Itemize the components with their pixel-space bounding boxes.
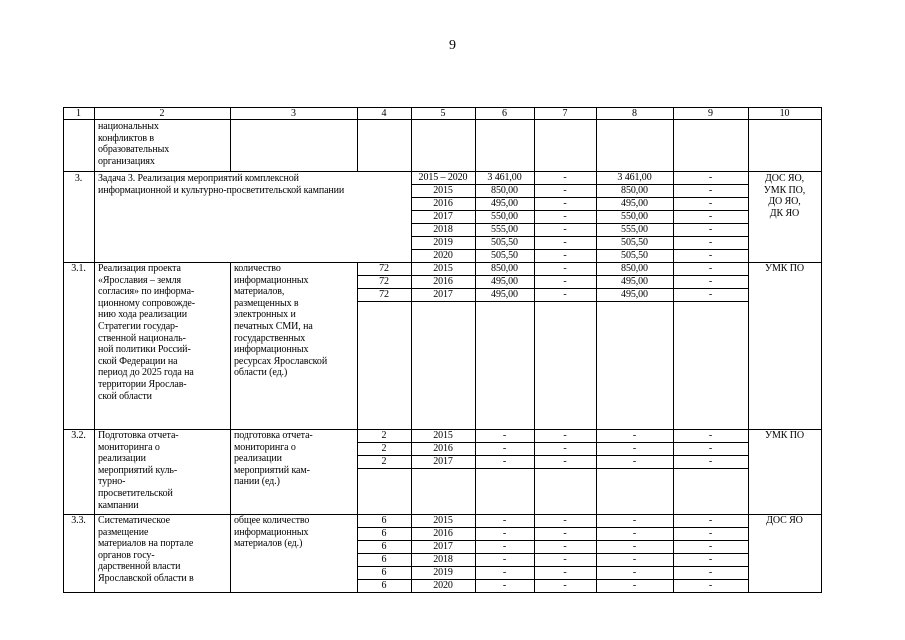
year-cell: 2018 <box>433 224 453 235</box>
year-cell: 2016 <box>433 276 453 287</box>
table-rule <box>411 119 412 171</box>
amount-federal: - <box>563 276 567 287</box>
amount-federal: - <box>563 198 567 209</box>
amount-total: 850,00 <box>491 263 518 274</box>
amount-regional: 3 461,00 <box>617 172 652 183</box>
amount-total: - <box>502 567 507 578</box>
amount-other: - <box>708 172 713 183</box>
executor: ДОС ЯО <box>766 515 803 526</box>
amount-other: - <box>708 443 713 454</box>
table-rule <box>673 119 674 171</box>
measure-name: Систематическое размещение материалов на портале органов госу- дарственной власти Ярославской области в <box>98 515 194 584</box>
task-title: Задача 3. Реализация мероприятий комплексной информационной и культурно-просветительской кампании <box>98 173 345 196</box>
amount-total: 495,00 <box>491 289 518 300</box>
column-number: 5 <box>440 108 446 119</box>
amount-federal: - <box>563 567 567 578</box>
amount-regional: - <box>632 515 637 526</box>
table-rule <box>821 107 822 593</box>
table-rule <box>94 119 95 171</box>
amount-regional: 505,50 <box>621 237 648 248</box>
indicator-value: 6 <box>381 580 387 591</box>
table-rule <box>94 514 95 592</box>
amount-federal: - <box>563 515 567 526</box>
executor: УМК ПО <box>765 263 804 274</box>
indicator-value: 6 <box>381 515 387 526</box>
table-rule <box>357 468 748 469</box>
table-rule <box>596 119 597 171</box>
year-cell: 2018 <box>433 554 453 565</box>
indicator-value: 6 <box>381 528 387 539</box>
amount-total: - <box>502 456 507 467</box>
indicator-value: 72 <box>379 263 389 274</box>
row-number: 3. <box>74 173 83 184</box>
amount-regional: - <box>632 430 637 441</box>
table-rule <box>357 119 358 171</box>
amount-total: 850,00 <box>491 185 518 196</box>
column-number: 6 <box>502 108 507 119</box>
amount-other: - <box>708 567 713 578</box>
indicator-value: 6 <box>381 567 387 578</box>
amount-federal: - <box>563 580 567 591</box>
amount-regional: - <box>632 567 637 578</box>
year-cell: 2015 <box>433 185 453 196</box>
year-cell: 2017 <box>433 289 453 300</box>
amount-federal: - <box>563 250 567 261</box>
amount-regional: - <box>632 580 637 591</box>
amount-other: - <box>708 185 713 196</box>
year-cell: 2020 <box>433 250 453 261</box>
column-number: 2 <box>159 108 165 119</box>
amount-regional: 505,50 <box>621 250 648 261</box>
amount-other: - <box>708 237 713 248</box>
amount-total: - <box>502 515 507 526</box>
year-cell: 2015 <box>433 430 453 441</box>
indicator-value: 2 <box>381 430 387 441</box>
table-rule <box>230 514 231 592</box>
amount-total: - <box>502 554 507 565</box>
indicator-value: 2 <box>381 456 387 467</box>
amount-other: - <box>708 263 713 274</box>
indicator-value: 2 <box>381 443 387 454</box>
amount-other: - <box>708 541 713 552</box>
table-rule <box>94 429 95 514</box>
table-rule <box>94 171 95 262</box>
amount-total: - <box>502 528 507 539</box>
amount-federal: - <box>563 528 567 539</box>
table-rule <box>357 301 748 302</box>
indicator-value: 6 <box>381 554 387 565</box>
amount-total: 3 461,00 <box>487 172 522 183</box>
measure-name: Реализация проекта «Ярославия – земля согласия» по информа- ционному сопровожде- нию хода реализации Стратегии государ- ственной националь- ной политики Россий- ской Федерации на период до 2025 года на территории Ярослав- ской области <box>98 263 196 402</box>
amount-total: - <box>502 443 507 454</box>
amount-federal: - <box>563 185 567 196</box>
year-cell: 2017 <box>433 541 453 552</box>
table-rule <box>534 119 535 171</box>
amount-total: - <box>502 580 507 591</box>
amount-federal: - <box>563 554 567 565</box>
page-number: 9 <box>449 38 456 53</box>
amount-other: - <box>708 289 713 300</box>
indicator-value: 6 <box>381 541 387 552</box>
amount-federal: - <box>563 237 567 248</box>
amount-regional: - <box>632 541 637 552</box>
amount-other: - <box>708 211 713 222</box>
indicator: количество информационных материалов, размещенных в электронных и печатных СМИ, на государственных информационных ресурсах Ярославской области (ед.) <box>234 263 328 379</box>
year-cell: 2020 <box>433 580 453 591</box>
amount-other: - <box>708 456 713 467</box>
table-rule <box>230 119 231 171</box>
table-rule <box>748 262 749 429</box>
column-number: 9 <box>708 108 713 119</box>
table-rule <box>94 262 95 429</box>
year-cell: 2016 <box>433 443 453 454</box>
measure-name: Подготовка отчета- мониторинга о реализации мероприятий куль- турно- просветительской кампании <box>98 430 179 511</box>
amount-total: - <box>502 430 507 441</box>
year-cell: 2015 – 2020 <box>418 172 468 183</box>
column-number: 1 <box>76 108 81 119</box>
column-number: 7 <box>562 108 568 119</box>
amount-other: - <box>708 276 713 287</box>
amount-other: - <box>708 198 713 209</box>
table-rule <box>230 429 231 514</box>
amount-regional: 555,00 <box>621 224 648 235</box>
amount-other: - <box>708 580 713 591</box>
year-cell: 2015 <box>433 263 453 274</box>
table-rule <box>475 119 476 171</box>
amount-total: 505,50 <box>491 237 518 248</box>
year-cell: 2016 <box>433 198 453 209</box>
amount-regional: 495,00 <box>621 198 648 209</box>
amount-federal: - <box>563 263 567 274</box>
table-rule <box>63 592 821 593</box>
amount-federal: - <box>563 172 567 183</box>
amount-federal: - <box>563 456 567 467</box>
amount-regional: - <box>632 443 637 454</box>
amount-federal: - <box>563 224 567 235</box>
amount-regional: 850,00 <box>621 185 648 196</box>
amount-total: 550,00 <box>491 211 518 222</box>
amount-regional: 495,00 <box>621 289 648 300</box>
amount-other: - <box>708 250 713 261</box>
amount-regional: 550,00 <box>621 211 648 222</box>
year-cell: 2019 <box>433 567 453 578</box>
column-number: 3 <box>291 108 296 119</box>
year-cell: 2017 <box>433 456 453 467</box>
executor: ДОС ЯО, УМК ПО, ДО ЯО, ДК ЯО <box>763 173 806 219</box>
amount-federal: - <box>563 211 567 222</box>
indicator: общее количество информационных материалов (ед.) <box>234 515 310 550</box>
amount-total: 555,00 <box>491 224 518 235</box>
executor: УМК ПО <box>765 430 804 441</box>
amount-federal: - <box>563 289 567 300</box>
amount-regional: - <box>632 554 637 565</box>
amount-federal: - <box>563 443 567 454</box>
amount-other: - <box>708 515 713 526</box>
amount-regional: - <box>632 528 637 539</box>
amount-total: - <box>502 541 507 552</box>
column-number: 10 <box>779 108 790 119</box>
table-rule <box>748 429 749 514</box>
amount-total: 505,50 <box>491 250 518 261</box>
year-cell: 2015 <box>433 515 453 526</box>
measure-name-cont: национальных конфликтов в образовательных организациях <box>98 121 170 167</box>
amount-other: - <box>708 554 713 565</box>
column-number: 4 <box>381 108 387 119</box>
row-number: 3.2. <box>71 430 86 441</box>
amount-federal: - <box>563 430 567 441</box>
amount-total: 495,00 <box>491 198 518 209</box>
amount-regional: - <box>632 456 637 467</box>
row-number: 3.1. <box>71 263 86 274</box>
row-number: 3.3. <box>71 515 86 526</box>
year-cell: 2016 <box>433 528 453 539</box>
column-number: 8 <box>632 108 637 119</box>
indicator-value: 72 <box>379 289 389 300</box>
year-cell: 2017 <box>433 211 453 222</box>
table-rule <box>230 262 231 429</box>
table-rule <box>748 119 749 171</box>
amount-regional: 495,00 <box>621 276 648 287</box>
amount-other: - <box>708 430 713 441</box>
year-cell: 2019 <box>433 237 453 248</box>
indicator-value: 72 <box>379 276 389 287</box>
indicator: подготовка отчета- мониторинга о реализации мероприятий кам- пании (ед.) <box>234 430 313 488</box>
amount-regional: 850,00 <box>621 263 648 274</box>
amount-federal: - <box>563 541 567 552</box>
amount-total: 495,00 <box>491 276 518 287</box>
amount-other: - <box>708 528 713 539</box>
amount-other: - <box>708 224 713 235</box>
